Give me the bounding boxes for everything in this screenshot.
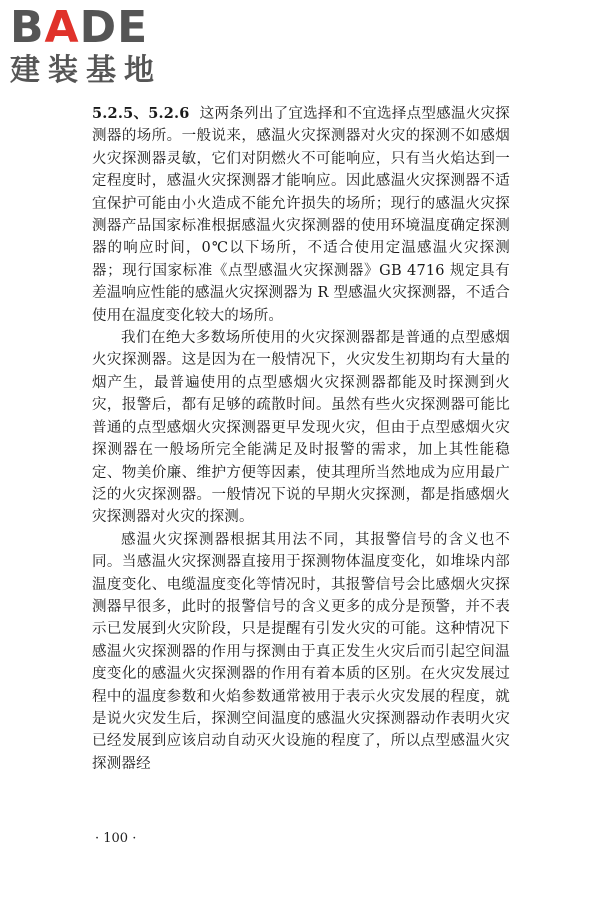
logo-letter-b: B — [10, 2, 45, 53]
bade-logo — [10, 4, 180, 88]
paragraph-1 — [92, 103, 510, 327]
logo-letters-de: DE — [79, 2, 149, 53]
paragraph-1-text: 这两条列出了宜选择和不宜选择点型感温火灾探测器的场所。一般说来，感温火灾探测器对火灾的探测不如感烟火灾探测器灵敏，它们对阴燃火不可能响应，只有当火焰达到一定程度时，感温火灾探测器才能响应。因此感温火灾探测器不适宜保护可能由小火造成不能允许损失的场所；现行的感温火灾探测器产品国家标准根据感温火灾探测器的使用环境温度确定探测器的响应时间，0℃以下场所，不适合使用定温感温火灾探测器；现行国家标准《点型感温火灾探测器》GB 4716 规定具有差温响应性能的感温火灾探测器为 R 型感温火灾探测器，不适合使用在温度变化较大的场所。 — [92, 106, 510, 324]
logo-letter-a: A — [44, 2, 80, 53]
logo-wordmark — [10, 4, 180, 52]
logo-subtitle: 建装基地 — [10, 53, 162, 88]
clause-number: 5.2.5、5.2.6 — [92, 105, 190, 122]
paragraph-3: 感温火灾探测器根据其用法不同，其报警信号的含义也不同。当感温火灾探测器直接用于探测物体温度变化，如堆垛内部温度变化、电缆温度变化等情况时，其报警信号会比感烟火灾探测器早很多，此时的报警信号的含义更多的成分是预警，并不表示已发展到火灾阶段，只是提醒有引发火灾的可能。这种情况下感温火灾探测器的作用与探测由于真正发生火灾后而引起空间温度变化的感温火灾探测器的作用有着本质的区别。在火灾发展过程中的温度参数和火焰参数通常被用于表示火灾发展的程度，就是说火灾发生后，探测空间温度的感温火灾探测器动作表明火灾已经发展到应该启动自动灭火设施的程度了，所以点型感温火灾探测器经 — [92, 531, 510, 772]
page-body — [92, 103, 510, 775]
page-number: · 100 · — [95, 831, 137, 846]
paragraph-2: 我们在绝大多数场所使用的火灾探测器都是普通的点型感烟火灾探测器。这是因为在一般情况下，火灾发生初期均有大量的烟产生，最普遍使用的点型感烟火灾探测器都能及时探测到火灾，报警后，都有足够的疏散时间。虽然有些火灾探测器可能比普通的点型感烟火灾探测器更早发现火灾，但由于点型感烟火灾探测器在一般场所完全能满足及时报警的需求，加上其性能稳定、物美价廉、维护方便等因素，使其理所当然地成为应用最广泛的火灾探测器。一般情况下说的早期火灾探测，都是指感烟火灾探测器对火灾的探测。 — [92, 330, 510, 526]
